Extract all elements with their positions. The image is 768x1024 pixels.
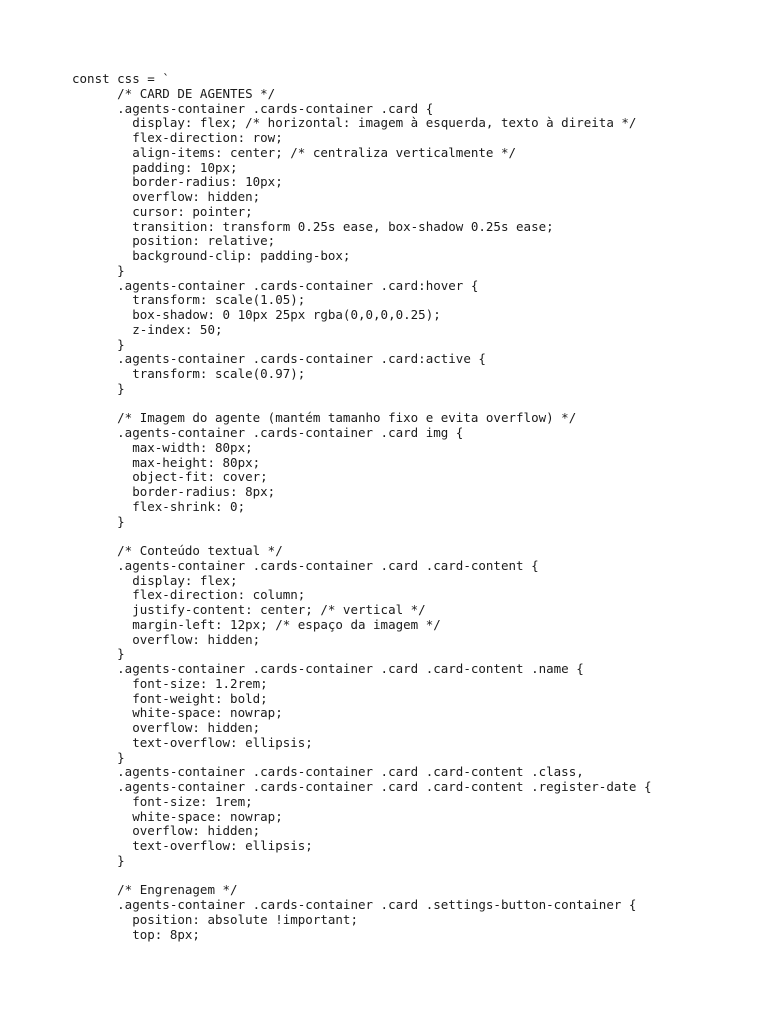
code-line: font-size: 1rem; xyxy=(72,793,253,809)
code-line: font-weight: bold; xyxy=(72,690,268,706)
code-line: .agents-container .cards-container .card .card-content .class, xyxy=(72,764,584,780)
code-line: font-size: 1.2rem; xyxy=(72,675,268,691)
code-line: align-items: center; /* centraliza verticalmente */ xyxy=(72,144,517,160)
code-line: /* CARD DE AGENTES */ xyxy=(72,85,276,101)
code-line: } xyxy=(72,852,125,868)
code-line: max-width: 80px; xyxy=(72,439,253,455)
code-line: flex-shrink: 0; xyxy=(72,498,246,514)
code-line: white-space: nowrap; xyxy=(72,705,283,721)
code-line: position: absolute !important; xyxy=(72,911,358,927)
code-line: } xyxy=(72,336,125,352)
code-line: .agents-container .cards-container .card .card-content .name { xyxy=(72,661,584,676)
code-line: .agents-container .cards-container .card .card-content .register-date { xyxy=(72,779,652,794)
code-line: justify-content: center; /* vertical */ xyxy=(72,602,426,617)
code-line: .agents-container .cards-container .card { xyxy=(72,100,434,116)
code-line: cursor: pointer; xyxy=(72,203,253,219)
code-line: background-clip: padding-box; xyxy=(72,248,351,263)
code-line xyxy=(72,529,651,544)
code-line: display: flex; /* horizontal: imagem à esquerda, texto à direita */ xyxy=(72,115,637,131)
code-line: position: relative; xyxy=(72,233,276,249)
code-line: } xyxy=(72,380,125,396)
code-line: } xyxy=(72,262,125,278)
code-line: top: 8px; xyxy=(72,926,200,942)
code-line: margin-left: 12px; /* espaço da imagem */ xyxy=(72,616,441,632)
code-line: } xyxy=(72,513,125,529)
code-line: .agents-container .cards-container .card:hover { xyxy=(72,277,479,293)
code-line: .agents-container .cards-container .card .settings-button-container { xyxy=(72,897,637,912)
code-line: .agents-container .cards-container .card:active { xyxy=(72,351,486,367)
code-line: text-overflow: ellipsis; xyxy=(72,838,313,853)
code-line: overflow: hidden; xyxy=(72,631,261,647)
code-line: overflow: hidden; xyxy=(72,823,261,839)
code-line: flex-direction: column; xyxy=(72,587,306,603)
code-line xyxy=(72,397,651,412)
code-line: white-space: nowrap; xyxy=(72,808,283,824)
code-line: transition: transform 0.25s ease, box-shadow 0.25s ease; xyxy=(72,218,554,234)
code-line: /* Conteúdo textual */ xyxy=(72,543,283,558)
code-line: overflow: hidden; xyxy=(72,720,261,735)
code-line: } xyxy=(72,646,125,662)
code-line: flex-direction: row; xyxy=(72,130,283,145)
code-line xyxy=(72,869,651,884)
code-block xyxy=(72,72,651,942)
code-line: border-radius: 10px; xyxy=(72,174,283,190)
code-line: transform: scale(1.05); xyxy=(72,292,306,308)
code-line: overflow: hidden; xyxy=(72,189,261,204)
code-line: box-shadow: 0 10px 25px rgba(0,0,0,0.25); xyxy=(72,307,441,322)
code-line: text-overflow: ellipsis; xyxy=(72,734,313,750)
code-line: /* Engrenagem */ xyxy=(72,882,238,898)
code-line: object-fit: cover; xyxy=(72,469,268,485)
code-line: const css = ` xyxy=(72,71,170,86)
code-line: } xyxy=(72,749,125,765)
code-line: z-index: 50; xyxy=(72,321,223,337)
code-line: max-height: 80px; xyxy=(72,454,261,470)
code-line: border-radius: 8px; xyxy=(72,484,276,499)
code-line: /* Imagem do agente (mantém tamanho fixo e evita overflow) */ xyxy=(72,410,577,426)
code-line: .agents-container .cards-container .card img { xyxy=(72,425,464,440)
code-line: transform: scale(0.97); xyxy=(72,366,306,381)
code-line: padding: 10px; xyxy=(72,159,238,175)
code-line: display: flex; xyxy=(72,572,238,588)
code-line: .agents-container .cards-container .card .card-content { xyxy=(72,557,539,573)
